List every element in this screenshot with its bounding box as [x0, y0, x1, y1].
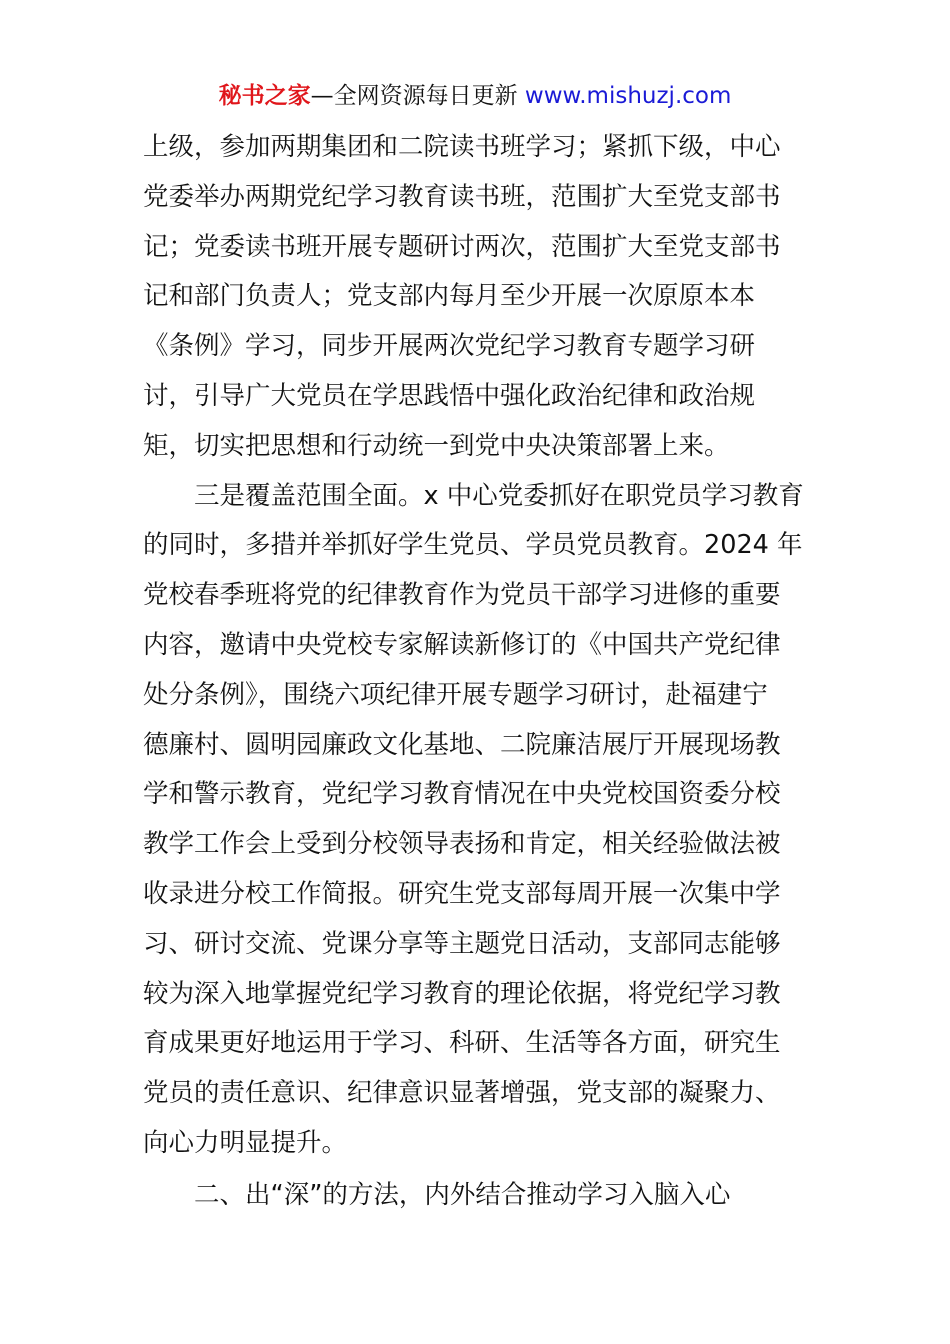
p1-line-3: 记；党委读书班开展专题研讨两次，范围扩大至党支部书 [143, 231, 781, 262]
site-url-link[interactable]: www.mishuzj.com [524, 83, 732, 109]
p2-line-7: 学和警示教育，党纪学习教育情况在中央党校国资委分校 [143, 779, 781, 810]
p1-line-5: 《条例》学习，同步开展两次党纪学习教育专题学习研 [143, 331, 756, 362]
p2-line-10: 习、研讨交流、党课分享等主题党日活动，支部同志能够 [143, 928, 781, 959]
document-body [143, 123, 809, 1221]
section-heading: 二、出“深”的方法，内外结合推动学习入脑入心 [194, 1179, 731, 1210]
p2-line-14: 向心力明显提升。 [143, 1127, 348, 1158]
p2-line-12: 育成果更好地运用于学习、科研、生活等各方面，研究生 [143, 1028, 781, 1059]
p2-line-5: 处分条例》，围绕六项纪律开展专题学习研讨，赴福建宁 [143, 679, 768, 710]
p2-line-8: 教学工作会上受到分校领导表扬和肯定，相关经验做法被 [143, 829, 781, 860]
p2-line-6: 德廉村、圆明园廉政文化基地、二院廉洁展厅开展现场教 [143, 729, 781, 760]
p2-line-1: 三是覆盖范围全面。x 中心党委抓好在职党员学习教育 [194, 480, 804, 511]
p1-line-4: 记和部门负责人；党支部内每月至少开展一次原原本本 [143, 281, 756, 312]
p1-line-1: 上级，参加两期集团和二院读书班学习；紧抓下级，中心 [143, 132, 781, 162]
site-brand: 秘书之家 [218, 83, 311, 109]
p1-line-2: 党委举办两期党纪学习教育读书班，范围扩大至党支部书 [143, 181, 781, 212]
p2-line-3: 党校春季班将党的纪律教育作为党员干部学习进修的重要 [143, 580, 781, 611]
site-tagline: —全网资源每日更新 [310, 83, 518, 109]
p2-line-4: 内容，邀请中央党校专家解读新修订的《中国共产党纪律 [143, 629, 781, 660]
p1-line-6: 讨，引导广大党员在学思践悟中强化政治纪律和政治规 [143, 380, 756, 411]
p2-line-11: 较为深入地掌握党纪学习教育的理论依据，将党纪学习教 [143, 978, 781, 1009]
p2-line-9: 收录进分校工作简报。研究生党支部每周开展一次集中学 [143, 878, 781, 909]
p2-line-2: 的同时，多措并举抓好学生党员、学员党员教育。2024 年 [143, 530, 803, 561]
site-header [0, 80, 950, 112]
p1-line-7: 矩，切实把思想和行动统一到党中央决策部署上来。 [143, 430, 730, 461]
p2-line-13: 党员的责任意识、纪律意识显著增强，党支部的凝聚力、 [143, 1078, 781, 1109]
